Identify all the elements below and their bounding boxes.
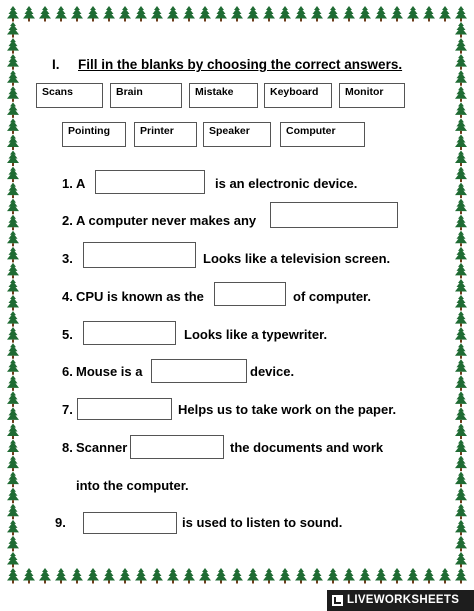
pine-tree-icon xyxy=(455,263,467,279)
pine-tree-icon xyxy=(7,327,19,343)
pine-tree-icon xyxy=(7,183,19,199)
pine-tree-icon xyxy=(359,6,371,22)
pine-tree-icon xyxy=(439,568,451,584)
pine-tree-icon xyxy=(391,568,403,584)
pine-tree-icon xyxy=(87,568,99,584)
pine-tree-icon xyxy=(455,151,467,167)
pine-tree-icon xyxy=(455,568,467,584)
q6-number: 6. xyxy=(62,364,73,379)
q5-text-after: Looks like a typewriter. xyxy=(184,327,328,342)
pine-tree-icon xyxy=(279,6,291,22)
pine-tree-icon xyxy=(151,6,163,22)
liveworksheets-mark-icon xyxy=(332,595,343,606)
pine-tree-icon xyxy=(7,568,19,584)
pine-tree-icon xyxy=(103,6,115,22)
word-bank-computer[interactable]: Computer xyxy=(280,122,365,147)
pine-tree-icon xyxy=(71,568,83,584)
pine-tree-icon xyxy=(455,70,467,86)
pine-tree-icon xyxy=(455,407,467,423)
pine-tree-icon xyxy=(455,183,467,199)
pine-tree-icon xyxy=(7,70,19,86)
pine-tree-icon xyxy=(231,6,243,22)
word-bank-monitor[interactable]: Monitor xyxy=(339,83,405,108)
pine-tree-icon xyxy=(455,231,467,247)
q8-text-after: the documents and work xyxy=(230,440,384,455)
pine-tree-icon xyxy=(455,375,467,391)
pine-tree-icon xyxy=(455,552,467,568)
pine-tree-icon xyxy=(455,423,467,439)
pine-tree-icon xyxy=(455,359,467,375)
pine-tree-icon xyxy=(455,118,467,133)
pine-tree-icon xyxy=(327,568,339,584)
q6-text-before: Mouse is a xyxy=(76,364,143,379)
pine-tree-icon xyxy=(55,568,67,584)
pine-tree-icon xyxy=(7,456,19,472)
pine-tree-icon xyxy=(71,6,83,22)
pine-tree-icon xyxy=(455,199,467,215)
pine-tree-icon xyxy=(423,6,435,22)
pine-tree-icon xyxy=(7,134,19,150)
q2-text-before: A computer never makes any xyxy=(76,213,257,228)
pine-tree-icon xyxy=(455,167,467,183)
pine-tree-icon xyxy=(183,568,195,584)
pine-tree-icon xyxy=(247,568,259,584)
pine-tree-icon xyxy=(7,391,19,407)
pine-tree-icon xyxy=(391,6,403,22)
pine-tree-icon xyxy=(167,568,179,584)
pine-tree-icon xyxy=(327,6,339,22)
pine-tree-icon xyxy=(423,568,435,584)
pine-tree-icon xyxy=(7,488,19,504)
liveworksheets-logo[interactable] xyxy=(327,590,474,611)
pine-tree-icon xyxy=(455,247,467,263)
q1-number: 1. xyxy=(62,176,73,191)
pine-tree-icon xyxy=(231,568,243,584)
pine-tree-icon xyxy=(135,6,147,22)
pine-tree-icon xyxy=(311,6,323,22)
pine-tree-icon xyxy=(455,295,467,311)
pine-tree-icon xyxy=(279,568,291,584)
pine-tree-icon xyxy=(7,520,19,536)
pine-tree-icon xyxy=(7,38,19,54)
pine-tree-icon xyxy=(215,6,227,22)
pine-tree-icon xyxy=(311,568,323,584)
q9-answer-input[interactable] xyxy=(83,512,177,534)
section-title-text: Fill in the blanks by choosing the correct answers. xyxy=(78,57,403,72)
pine-tree-icon xyxy=(455,520,467,536)
pine-tree-icon xyxy=(455,22,467,38)
pine-tree-icon xyxy=(455,536,467,552)
pine-tree-icon xyxy=(455,327,467,343)
q8-continuation: into the computer. xyxy=(76,478,189,493)
pine-tree-icon xyxy=(407,6,419,22)
word-bank-keyboard[interactable]: Keyboard xyxy=(264,83,332,108)
word-bank-mistake[interactable]: Mistake xyxy=(189,83,258,108)
pine-tree-icon xyxy=(7,504,19,520)
pine-tree-icon xyxy=(7,263,19,279)
pine-tree-icon xyxy=(199,568,211,584)
pine-tree-icon xyxy=(455,134,467,150)
pine-tree-icon xyxy=(7,151,19,167)
pine-tree-icon xyxy=(39,6,51,22)
pine-tree-icon xyxy=(375,6,387,22)
pine-tree-icon xyxy=(215,568,227,584)
pine-tree-icon xyxy=(359,568,371,584)
pine-tree-icon xyxy=(103,568,115,584)
pine-tree-icon xyxy=(7,167,19,183)
pine-tree-icon xyxy=(455,54,467,69)
pine-tree-icon xyxy=(455,488,467,504)
pine-tree-icon xyxy=(167,6,179,22)
pine-tree-icon xyxy=(87,6,99,22)
section-number: I. xyxy=(52,57,60,72)
q4-answer-input[interactable] xyxy=(214,282,286,306)
pine-tree-icon xyxy=(439,6,451,22)
pine-tree-icon xyxy=(7,440,19,456)
pine-tree-icon xyxy=(7,295,19,311)
pine-tree-icon xyxy=(135,568,147,584)
pine-tree-icon xyxy=(151,568,163,584)
footer-brand: LIVEWORKSHEETS xyxy=(347,594,460,606)
q2-answer-input[interactable] xyxy=(270,202,398,228)
pine-tree-icon xyxy=(7,311,19,327)
pine-tree-icon xyxy=(119,6,131,22)
pine-tree-icon xyxy=(7,472,19,488)
word-bank-speaker[interactable]: Speaker xyxy=(203,122,271,147)
pine-tree-icon xyxy=(455,472,467,488)
pine-tree-icon xyxy=(39,568,51,584)
q8-answer-input[interactable] xyxy=(130,435,224,459)
q5-answer-input[interactable] xyxy=(83,321,176,345)
pine-tree-icon xyxy=(7,6,19,22)
pine-tree-icon xyxy=(7,102,19,118)
pine-tree-icon xyxy=(455,343,467,359)
pine-tree-icon xyxy=(455,504,467,520)
pine-tree-icon xyxy=(23,568,35,584)
q7-answer-input[interactable] xyxy=(77,398,172,420)
word-bank-printer[interactable]: Printer xyxy=(134,122,197,147)
q3-answer-input[interactable] xyxy=(83,242,196,268)
q7-number: 7. xyxy=(62,402,73,417)
q5-number: 5. xyxy=(62,327,73,342)
pine-tree-icon xyxy=(455,215,467,231)
pine-tree-icon xyxy=(7,247,19,263)
pine-tree-icon xyxy=(7,231,19,247)
pine-tree-icon xyxy=(263,568,275,584)
pine-tree-icon xyxy=(263,6,275,22)
word-bank-brain[interactable]: Brain xyxy=(110,83,182,108)
pine-tree-icon xyxy=(455,102,467,118)
q9-number: 9. xyxy=(55,515,66,530)
pine-tree-icon xyxy=(343,6,355,22)
q6-text-after: device. xyxy=(250,364,295,379)
pine-tree-icon xyxy=(455,440,467,456)
pine-tree-icon xyxy=(7,407,19,423)
pine-tree-icon xyxy=(455,391,467,407)
q9-text-after: is used to listen to sound. xyxy=(182,515,343,530)
pine-tree-icon xyxy=(7,215,19,231)
q8-text-before: Scanner xyxy=(76,440,128,455)
pine-tree-icon xyxy=(7,86,19,102)
pine-tree-icon xyxy=(7,343,19,359)
pine-tree-icon xyxy=(199,6,211,22)
q8-number: 8. xyxy=(62,440,73,455)
pine-tree-icon xyxy=(295,568,307,584)
pine-tree-icon xyxy=(455,38,467,54)
pine-tree-icon xyxy=(183,6,195,22)
pine-tree-icon xyxy=(7,423,19,439)
q6-answer-input[interactable] xyxy=(151,359,247,383)
pine-tree-icon xyxy=(7,118,19,133)
q4-number: 4. xyxy=(62,289,73,304)
pine-tree-icon xyxy=(407,568,419,584)
pine-tree-icon xyxy=(7,22,19,38)
pine-tree-icon xyxy=(119,568,131,584)
q7-text-after: Helps us to take work on the paper. xyxy=(178,402,397,417)
word-bank-pointing[interactable]: Pointing xyxy=(62,122,126,147)
pine-tree-icon xyxy=(343,568,355,584)
pine-tree-icon xyxy=(295,6,307,22)
section-title xyxy=(52,57,402,72)
q3-number: 3. xyxy=(62,251,73,266)
pine-tree-icon xyxy=(455,279,467,295)
pine-tree-icon xyxy=(7,359,19,375)
word-bank-scans[interactable]: Scans xyxy=(36,83,103,108)
pine-tree-icon xyxy=(7,375,19,391)
q4-text-after: of computer. xyxy=(293,289,372,304)
pine-tree-icon xyxy=(455,311,467,327)
pine-tree-icon xyxy=(247,6,259,22)
pine-tree-icon xyxy=(55,6,67,22)
pine-tree-icon xyxy=(375,568,387,584)
pine-tree-icon xyxy=(7,552,19,568)
q4-text-before: CPU is known as the xyxy=(76,289,204,304)
pine-tree-icon xyxy=(7,54,19,69)
pine-tree-icon xyxy=(7,199,19,215)
pine-tree-icon xyxy=(7,536,19,552)
q1-text-after: is an electronic device. xyxy=(215,176,358,191)
pine-tree-icon xyxy=(455,456,467,472)
q1-text-before: A xyxy=(76,176,86,191)
pine-tree-icon xyxy=(455,86,467,102)
q3-text-after: Looks like a television screen. xyxy=(203,251,391,266)
q1-answer-input[interactable] xyxy=(95,170,205,194)
pine-tree-icon xyxy=(7,279,19,295)
pine-tree-icon xyxy=(455,6,467,22)
pine-tree-icon xyxy=(23,6,35,22)
q2-number: 2. xyxy=(62,213,73,228)
